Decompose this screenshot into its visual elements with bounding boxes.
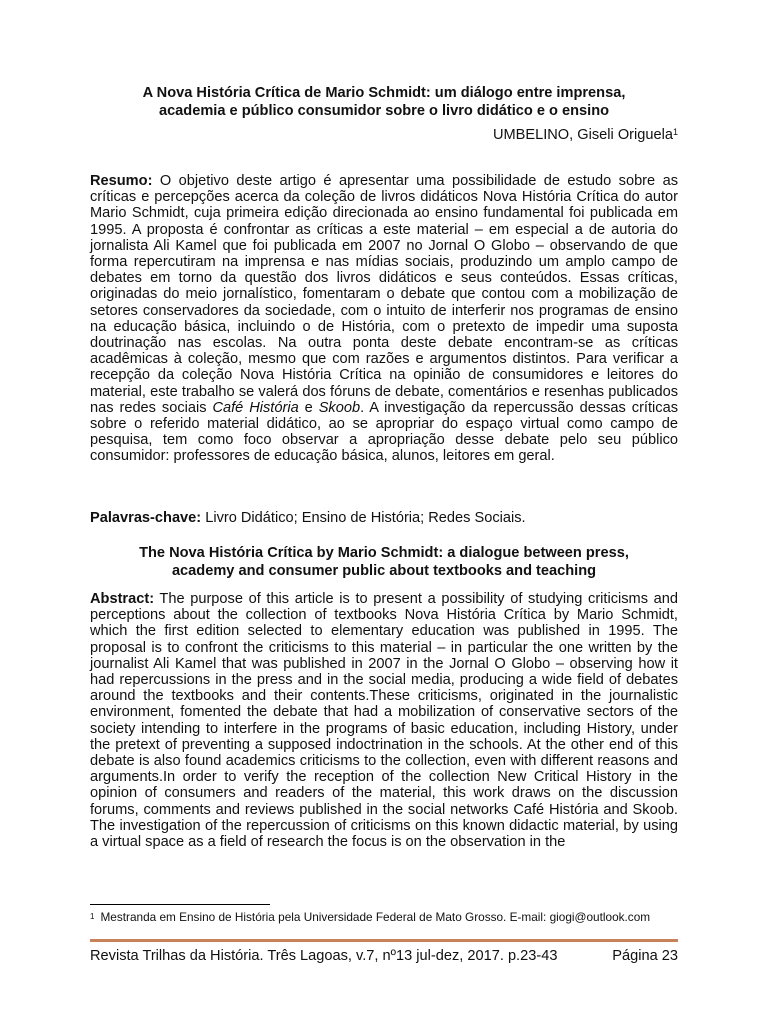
author-footnote-mark: 1	[672, 127, 678, 137]
title-en-line-1: The Nova História Crítica by Mario Schmidt: a dialogue between press,	[139, 545, 629, 561]
footnote-rule	[90, 904, 270, 905]
resumo-text-a: O objetivo deste artigo é apresentar uma possibilidade de estudo sobre as críticas e percepções acerca da coleção de livros didáticos Nova História Crítica do autor Mario Schmidt, cuja primeira edição direcionada ao ensino fundamental foi publicada em 1995. A proposta é confrontar as críticas a este material – em especial a de autoria do jornalista Ali Kamel que foi publicada em 2007 no Jornal O Globo – observando de que forma repercutiram na imprensa e nas mídias sociais, produzindo um amplo campo de debates em torno da questão dos livros didáticos e seus conteúdos. Essas críticas, originadas do meio jornalístico, fomentaram o debate que contou com a mobilização de setores conservadores da sociedade, com o intuito de interferir nos programas de ensino na educação básica, incluindo o de História, com o pretexto de impedir uma suposta doutrinação nas escolas. Na outra ponta deste debate encontram-se as críticas acadêmicas à coleção, mesmo que com razões e argumentos distintos. Para verificar a recepção da coleção Nova História Crítica na opinião de consumidores e leitores do material, este trabalho se valerá dos fóruns de debate, comentários e resenhas publicados nas redes sociais	[90, 173, 678, 416]
abstract-label: Abstract:	[90, 591, 155, 607]
article-title-pt	[90, 84, 678, 120]
footer-separator	[90, 939, 678, 942]
resumo-text-b: . A investigação da repercussão dessas críticas sobre o referido material didático, ao se apropriar do espaço virtual como campo de pesquisa, tem como foco observar a apropriação desse debate pelo seu público consumidor: professores de educação básica, alunos, leitores em geral.	[90, 399, 678, 465]
keywords-paragraph	[90, 510, 678, 526]
article-title-en	[90, 544, 678, 580]
resumo-italic-cafe-historia: Café História	[212, 399, 299, 416]
resumo-label: Resumo:	[90, 173, 153, 189]
footer-page-number: Página 23	[612, 948, 678, 964]
author-name: UMBELINO, Giseli Origuela	[492, 127, 673, 143]
resumo-joiner: e	[298, 399, 319, 416]
abstract-text: The purpose of this article is to present a possibility of studying criticisms and perceptions about the collection of textbooks Nova História Crítica by Mario Schmidt, which the first edition selected to elementary education was published in 1995. The proposal is to confront the criticisms to this material – in particular the one written by the journalist Ali Kamel that was published in 2007 in the Jornal O Globo – observing how it had repercussions in the press and in the social media, producing a wide field of debates around the textbooks and their contents.These criticisms, originated in the journalistic environment, fomented the debate that had a mobilization of conservative sectors of the society intending to interfere in the programs of basic education, including History, under the pretext of preventing a supposed indoctrination in the schools. At the other end of this debate is also found academics criticisms to the collection, even with different reasons and arguments.In order to verify the reception of the collection New Critical History in the opinion of consumers and readers of the material, this work draws on the discussion forums, comments and reviews published in the social networks Café História and Skoob. The investigation of the repercussion of criticisms on this known didactic material, by using a virtual space as a field of research the focus is on the observation in the	[90, 591, 678, 851]
footnote-mark: 1	[90, 912, 95, 921]
page-footer	[90, 947, 678, 965]
abstract-paragraph	[90, 591, 678, 850]
resumo-paragraph	[90, 173, 678, 465]
title-pt-line-2: academia e público consumidor sobre o livro didático e o ensino	[158, 103, 610, 119]
footer-journal: Revista Trilhas da História. Três Lagoas, v.7, nº13 jul-dez, 2017. p.23-43	[90, 948, 558, 964]
title-pt-line-1: A Nova História Crítica de Mario Schmidt: um diálogo entre imprensa,	[142, 85, 626, 101]
footnote-text: Mestranda em Ensino de História pela Universidade Federal de Mato Grosso. E-mail: giogi@outlook.com	[100, 910, 651, 924]
keywords-text: Livro Didático; Ensino de História; Redes Sociais.	[201, 510, 526, 526]
footnote	[90, 910, 678, 924]
title-en-line-2: academy and consumer public about textbooks and teaching	[171, 563, 597, 579]
resumo-italic-skoob: Skoob	[318, 399, 361, 416]
keywords-label: Palavras-chave:	[90, 510, 202, 526]
author-line	[493, 126, 678, 144]
